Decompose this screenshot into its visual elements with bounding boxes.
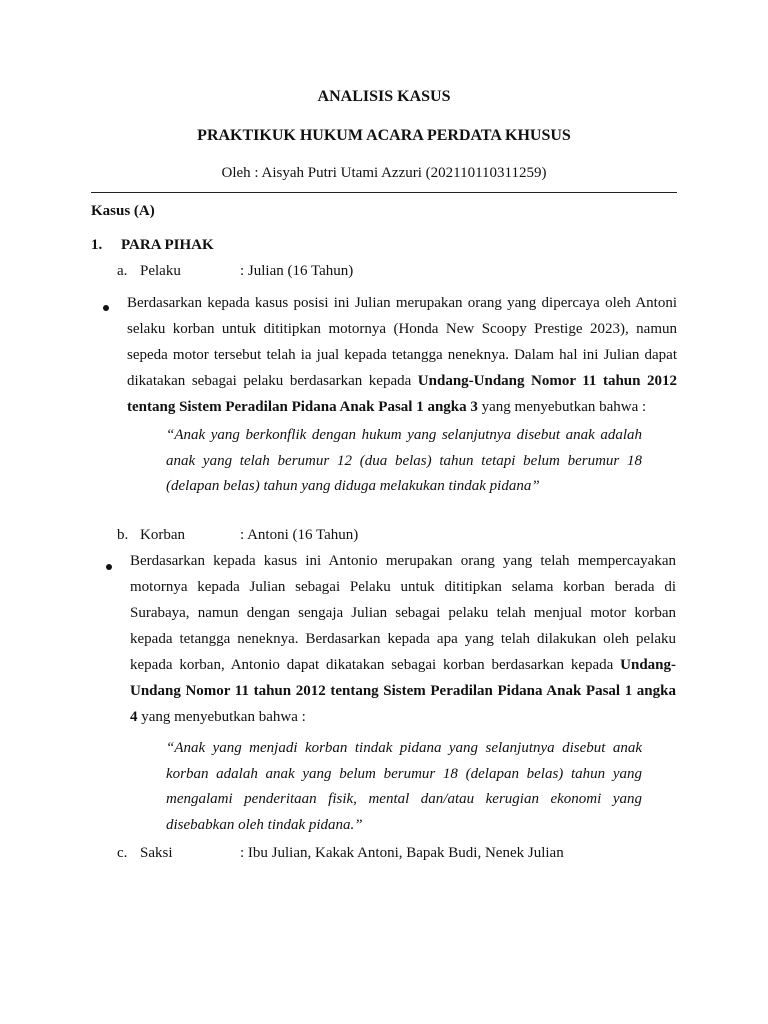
bullet-icon (106, 564, 112, 570)
korban-letter: b. (117, 527, 129, 543)
pelaku-paragraph-text: Berdasarkan kepada kasus posisi ini Julian merupakan orang yang dipercaya oleh Antoni selaku korban untuk dititipkan motornya (Honda New Scoopy Prestige 2023), namun sepeda motor tersebut telah ia jual kepada tetangga neneknya. Dalam hal ini Julian dapat dikatakan sebagai pelaku berdasarkan kepada (127, 295, 677, 389)
pelaku-value: : Julian (16 Tahun) (240, 263, 354, 279)
section-title: PARA PIHAK (121, 237, 214, 253)
korban-legal-basis: Undang-Undang Nomor 11 tahun 2012 tentang Sistem Peradilan Pidana Anak Pasal 1 angka 4 (130, 657, 676, 725)
pelaku-legal-basis: Undang-Undang Nomor 11 tahun 2012 tentang Sistem Peradilan Pidana Anak Pasal 1 angka 3 (127, 373, 677, 415)
korban-paragraph-end: yang menyebutkan bahwa : (137, 709, 306, 725)
document-title: ANALISIS KASUS (317, 88, 451, 105)
author-line: Oleh : Aisyah Putri Utami Azzuri (202110110311259) (221, 165, 547, 181)
pelaku-paragraph-end: yang menyebutkan bahwa : (477, 399, 647, 415)
saksi-letter: c. (117, 845, 128, 861)
horizontal-divider (91, 192, 677, 193)
pelaku-paragraph (127, 290, 677, 420)
bullet-icon (103, 305, 109, 311)
saksi-value: : Ibu Julian, Kakak Antoni, Bapak Budi, Nenek Julian (240, 845, 564, 861)
section-number: 1. (91, 237, 103, 253)
pelaku-letter: a. (117, 263, 128, 279)
saksi-label: Saksi (140, 845, 173, 861)
korban-paragraph-text: Berdasarkan kepada kasus ini Antonio merupakan orang yang telah mempercayakan motornya kepada Julian sebagai Pelaku untuk dititipkan selama korban berada di Surabaya, namun dengan sengaja Julian sebagai pelaku telah menjual motor korban kepada tetangga neneknya. Berdasarkan kepada apa yang telah dilakukan oleh pelaku kepada korban, Antonio dapat dikatakan sebagai korban berdasarkan kepada (130, 553, 676, 673)
korban-value: : Antoni (16 Tahun) (240, 527, 359, 543)
case-heading: Kasus (A) (91, 203, 155, 219)
pelaku-label: Pelaku (140, 263, 181, 279)
korban-label: Korban (140, 527, 185, 543)
pelaku-quote: “Anak yang berkonflik dengan hukum yang selanjutnya disebut anak adalah anak yang telah berumur 12 (dua belas) tahun tetapi belum berumur 18 (delapan belas) tahun yang diduga melakukan tindak pidana” (166, 427, 642, 494)
document-subtitle: PRAKTIKUK HUKUM ACARA PERDATA KHUSUS (197, 127, 571, 144)
korban-paragraph (130, 548, 676, 730)
korban-quote: “Anak yang menjadi korban tindak pidana yang selanjutnya disebut anak korban adalah anak yang belum berumur 18 (delapan belas) tahun yang mengalami penderitaan fisik, mental dan/atau kerugian ekonomi yang disebabkan oleh tindak pidana.” (166, 740, 642, 833)
